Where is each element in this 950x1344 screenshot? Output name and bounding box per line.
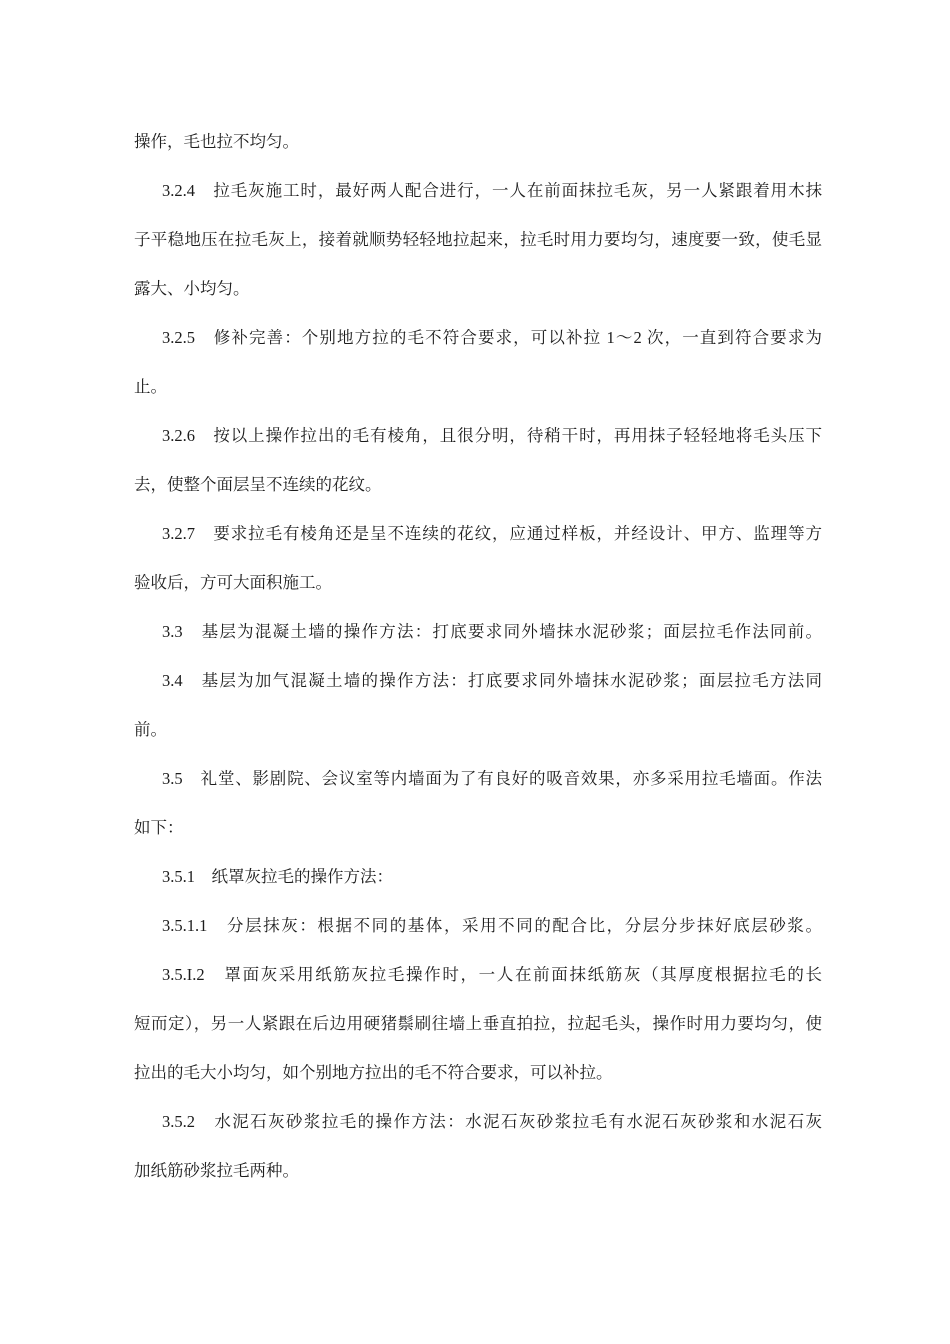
text-line: 验收后，方可大面积施工。 — [134, 573, 332, 592]
text-line: 加纸筋砂浆拉毛两种。 — [134, 1161, 299, 1180]
text-line: 如下： — [134, 818, 184, 837]
text-line: 3.4 基层为加气混凝土墙的操作方法：打底要求同外墙抹水泥砂浆；面层拉毛方法同 — [162, 671, 822, 690]
text-line: 3.5.1 纸罩灰拉毛的操作方法： — [162, 867, 393, 886]
text-line: 3.5.I.2 罩面灰采用纸筋灰拉毛操作时，一人在前面抹纸筋灰（其厚度根据拉毛的长 — [162, 965, 822, 984]
text-line: 拉出的毛大小均匀，如个别地方拉出的毛不符合要求，可以补拉。 — [134, 1063, 613, 1082]
text-line: 3.3 基层为混凝土墙的操作方法：打底要求同外墙抹水泥砂浆；面层拉毛作法同前。 — [162, 622, 822, 641]
text-line: 3.2.6 按以上操作拉出的毛有棱角，且很分明，待稍干时，再用抹子轻轻地将毛头压下 — [162, 426, 822, 445]
text-line: 子平稳地压在拉毛灰上，接着就顺势轻轻地拉起来，拉毛时用力要均匀，速度要一致，使毛显 — [134, 230, 822, 249]
document-text-block — [134, 117, 822, 1195]
text-line: 3.5 礼堂、影剧院、会议室等内墙面为了有良好的吸音效果，亦多采用拉毛墙面。作法 — [162, 769, 822, 788]
text-line: 3.2.5 修补完善：个别地方拉的毛不符合要求，可以补拉 1～2 次，一直到符合要求为 — [162, 328, 822, 347]
text-line: 3.5.1.1 分层抹灰：根据不同的基体，采用不同的配合比，分层分步抹好底层砂浆。 — [162, 916, 822, 935]
text-line: 3.2.4 拉毛灰施工时，最好两人配合进行，一人在前面抹拉毛灰，另一人紧跟着用木抹 — [162, 181, 822, 200]
text-line: 去，使整个面层呈不连续的花纹。 — [134, 475, 382, 494]
text-line: 露大、小均匀。 — [134, 279, 250, 298]
text-line: 短而定），另一人紧跟在后边用硬猪鬃刷往墙上垂直拍拉，拉起毛头，操作时用力要均匀，使 — [134, 1014, 822, 1033]
text-line: 3.5.2 水泥石灰砂浆拉毛的操作方法：水泥石灰砂浆拉毛有水泥石灰砂浆和水泥石灰 — [162, 1112, 822, 1131]
text-line: 3.2.7 要求拉毛有棱角还是呈不连续的花纹，应通过样板，并经设计、甲方、监理等方 — [162, 524, 822, 543]
text-line: 止。 — [134, 377, 167, 396]
text-line: 前。 — [134, 720, 167, 739]
text-line: 操作，毛也拉不均匀。 — [134, 132, 299, 151]
